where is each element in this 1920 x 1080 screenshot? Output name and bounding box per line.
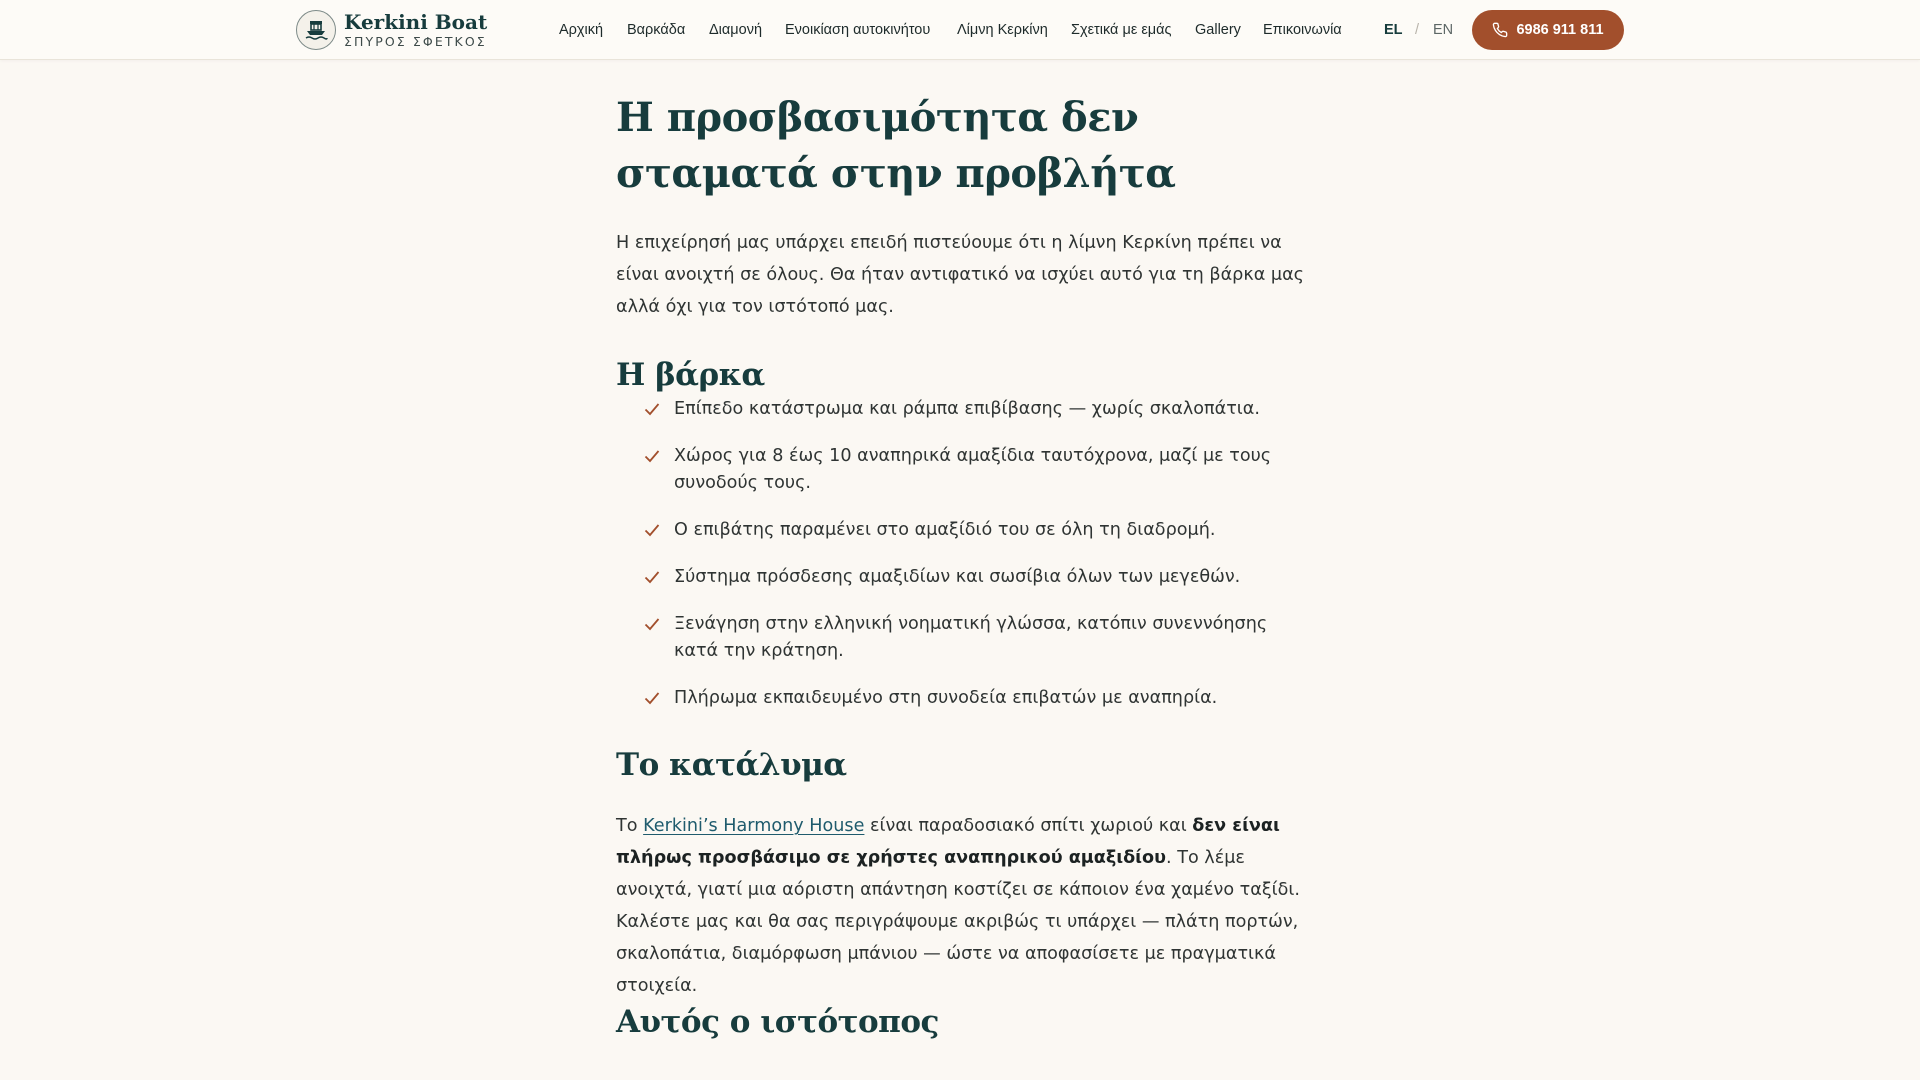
lodging-text-post: . Το λέμε ανοιχτά, γιατί μια αόριστη απάντηση κοστίζει σε κάποιον ένα χαμένο ταξίδι. Καλέστε μας και θα σας περιγράψουμε ακριβώς τι υπάρχει — πλάτη πορτών, σκαλοπάτια, διαμόρφωση μπάνιου — ώστε να αποφασίσετε με πραγματικά στοιχεία. bbox=[616, 848, 1300, 996]
list-item-text: Πλήρωμα εκπαιδευμένο στη συνοδεία επιβατών με αναπηρία. bbox=[674, 688, 1218, 708]
boat-heading: Η βάρκα bbox=[616, 357, 765, 393]
check-icon bbox=[644, 691, 660, 705]
lodging-paragraph bbox=[616, 810, 1306, 1002]
site-heading: Αυτός ο ιστότοπος bbox=[616, 1004, 939, 1040]
page-title bbox=[616, 90, 1316, 202]
nav-item-car-rental[interactable]: Ενοικίαση αυτοκινήτου bbox=[785, 22, 931, 38]
phone-call-button[interactable] bbox=[1472, 10, 1624, 50]
intro-paragraph: Η επιχείρησή μας υπάρχει επειδή πιστεύουμε ότι η λίμνη Κερκίνη πρέπει να είναι ανοιχτή σε όλους. Θα ήταν αντιφατικό να ισχύει αυτό για τη βάρκα μας αλλά όχι για τον ιστότοπό μας. bbox=[616, 233, 1305, 317]
nav-item-lake-kerkini[interactable]: Λίμνη Κερκίνη bbox=[957, 22, 1048, 38]
lang-en-link[interactable]: EN bbox=[1433, 22, 1454, 38]
nav-item-gallery[interactable]: Gallery bbox=[1195, 22, 1241, 38]
phone-number: 6986 911 811 bbox=[1516, 22, 1604, 38]
list-item-text: Σύστημα πρόσδεσης αμαξιδίων και σωσίβια όλων των μεγεθών. bbox=[674, 567, 1241, 587]
brand-subtitle: ΣΠΥΡΟΣ ΣΦΕΤΚΟΣ bbox=[344, 33, 487, 49]
brand-title: Kerkini Boat bbox=[344, 9, 488, 34]
check-icon bbox=[644, 449, 660, 463]
check-icon bbox=[644, 523, 660, 537]
list-item bbox=[644, 517, 1314, 544]
phone-icon bbox=[1492, 22, 1508, 38]
site-header bbox=[0, 0, 1920, 60]
nav-item-home[interactable]: Αρχική bbox=[559, 22, 604, 38]
boat-logo-icon bbox=[296, 10, 336, 50]
nav-item-about[interactable]: Σχετικά με εμάς bbox=[1071, 22, 1172, 38]
boat-features-list bbox=[644, 396, 1314, 732]
page-title-line2: σταματά στην προβλήτα bbox=[616, 150, 1176, 197]
list-item-text: Ξενάγηση στην ελληνική νοηματική γλώσσα, κατόπιν συνεννόησης κατά την κράτηση. bbox=[674, 614, 1268, 661]
lang-el-link[interactable]: EL bbox=[1384, 22, 1403, 38]
nav-item-contact[interactable]: Επικοινωνία bbox=[1263, 22, 1342, 38]
list-item bbox=[644, 611, 1314, 665]
harmony-house-link[interactable]: Kerkini’s Harmony House bbox=[643, 816, 865, 836]
check-icon bbox=[644, 617, 660, 631]
nav-item-boat-trip[interactable]: Βαρκάδα bbox=[627, 22, 686, 38]
list-item bbox=[644, 685, 1314, 712]
page-title-line1: Η προσβασιμότητα δεν bbox=[616, 94, 1139, 141]
check-icon bbox=[644, 570, 660, 584]
check-icon bbox=[644, 402, 660, 416]
list-item-text: Ο επιβάτης παραμένει στο αμαξίδιό του σε όλη τη διαδρομή. bbox=[674, 520, 1216, 540]
list-item bbox=[644, 443, 1314, 497]
lodging-heading: Το κατάλυμα bbox=[616, 747, 847, 783]
lodging-text-bold: δεν είναι πλήρως προσβάσιμο σε χρήστες αναπηρικού αμαξιδίου bbox=[616, 816, 1280, 868]
list-item-text: Επίπεδο κατάστρωμα και ράμπα επιβίβασης — χωρίς σκαλοπάτια. bbox=[674, 399, 1260, 419]
lodging-text-pre: Το bbox=[616, 816, 644, 836]
list-item bbox=[644, 396, 1314, 423]
lang-separator: / bbox=[1415, 22, 1420, 38]
lodging-text-mid: είναι παραδοσιακό σπίτι χωριού και bbox=[864, 816, 1193, 836]
list-item-text: Χώρος για 8 έως 10 αναπηρικά αμαξίδια ταυτόχρονα, μαζί με τους συνοδούς τους. bbox=[674, 446, 1272, 493]
nav-item-accommodation[interactable]: Διαμονή bbox=[709, 22, 763, 38]
brand-logo[interactable] bbox=[296, 10, 487, 50]
list-item bbox=[644, 564, 1314, 591]
